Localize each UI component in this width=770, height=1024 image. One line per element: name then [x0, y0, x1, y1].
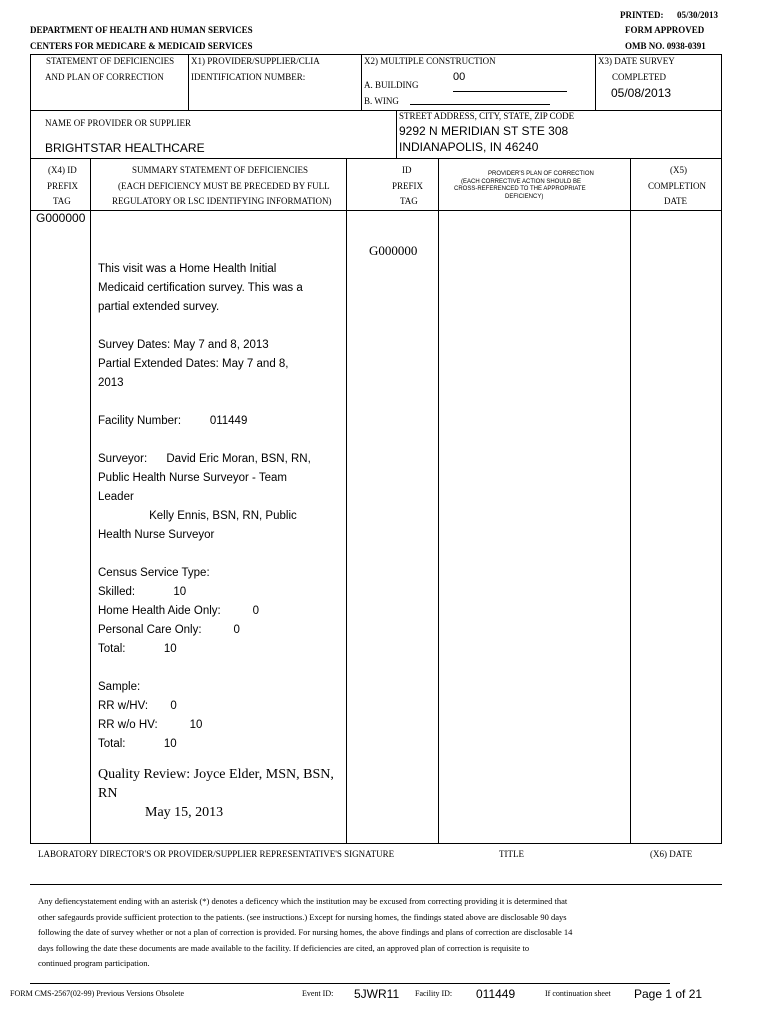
summary-line: Skilled: 10: [98, 586, 187, 598]
summary-line: Survey Dates: May 7 and 8, 2013: [98, 339, 269, 351]
page-number: Page 1 of 21: [634, 987, 703, 1001]
summary-line: [98, 545, 311, 564]
summary-line: Health Nurse Surveyor: [98, 529, 215, 541]
printed-label: PRINTED:: [620, 10, 664, 20]
address-line-2: INDIANAPOLIS, IN 46240: [399, 140, 539, 154]
wing-label: B. WING: [364, 96, 399, 106]
x4-label-1: (X4) ID: [48, 165, 77, 175]
summary-text-block: [98, 260, 311, 754]
facility-id-value: 011449: [476, 987, 516, 1001]
x5-label-1: (X5): [670, 165, 687, 175]
omb-number: OMB NO. 0938-0391: [625, 41, 706, 51]
plan-label-1: PROVIDER'S PLAN OF CORRECTION: [488, 171, 594, 177]
footnote: [38, 894, 572, 972]
continuation-label: If continuation sheet: [545, 989, 611, 998]
statement-label-2: AND PLAN OF CORRECTION: [45, 72, 164, 82]
summary-line: Home Health Aide Only: 0: [98, 605, 260, 617]
address-label: STREET ADDRESS, CITY, STATE, ZIP CODE: [399, 111, 575, 121]
x1-label: X1) PROVIDER/SUPPLIER/CLIA: [191, 56, 320, 66]
quality-review-date: May 15, 2013: [145, 805, 224, 820]
department-title: DEPARTMENT OF HEALTH AND HUMAN SERVICES: [30, 25, 253, 35]
x5-label-2: COMPLETION: [648, 181, 706, 191]
x2-value: 00: [453, 71, 466, 83]
summary-line: Medicaid certification survey. This was a: [98, 282, 303, 294]
footnote-line: following the date of survey whether or not a plan of correction is provided. For nursing homes, the above findings and plans of correction are disclosable 14: [38, 927, 573, 937]
summary-line: Sample:: [98, 681, 141, 693]
summary-line: This visit was a Home Health Initial: [98, 263, 277, 275]
right-prefix-tag: G000000: [369, 243, 418, 258]
summary-line: Census Service Type:: [98, 567, 210, 579]
footnote-line: other safegaurds provide sufficient protection to the patients. (see instructions.) Except for nursing homes, the findings stated above are disclosable 90 days: [38, 911, 567, 922]
summary-line: Kelly Ennis, BSN, RN, Public: [98, 510, 297, 522]
id-label-3: TAG: [400, 196, 418, 206]
footnote-line: continued program participation.: [38, 958, 150, 968]
summary-line: Personal Care Only: 0: [98, 624, 240, 636]
summary-line: partial extended survey.: [98, 301, 220, 313]
centers-title: CENTERS FOR MEDICARE & MEDICAID SERVICES: [30, 41, 253, 51]
id-label-1: ID: [402, 165, 412, 175]
building-label: A. BUILDING: [364, 80, 419, 90]
facility-id-label: Facility ID:: [415, 989, 453, 998]
plan-label-3: CROSS-REFERENCED TO THE APPROPRIATE: [454, 186, 586, 192]
x3-label: X3) DATE SURVEY: [598, 56, 675, 66]
summary-line: RR w/HV: 0: [98, 700, 177, 712]
x4-label-3: TAG: [53, 196, 71, 206]
address-line-1: 9292 N MERIDIAN ST STE 308: [399, 124, 569, 138]
x4-label-2: PREFIX: [47, 181, 79, 191]
quality-review-line-2: RN: [98, 786, 118, 801]
summary-line: 2013: [98, 377, 124, 389]
statement-label-1: STATEMENT OF DEFICIENCIES: [46, 56, 175, 66]
summary-line: Public Health Nurse Surveyor - Team: [98, 472, 287, 484]
summary-line: Total: 10: [98, 643, 177, 655]
summary-line: Leader: [98, 491, 134, 503]
summary-label-3: REGULATORY OR LSC IDENTIFYING INFORMATION): [112, 196, 332, 206]
summary-line: RR w/o HV: 10: [98, 719, 203, 731]
provider-name-label: NAME OF PROVIDER OR SUPPLIER: [45, 118, 192, 128]
summary-line: Total: 10: [98, 738, 177, 750]
survey-date: 05/08/2013: [611, 86, 672, 100]
x5-label-3: DATE: [664, 196, 687, 206]
left-prefix-tag: G000000: [36, 211, 86, 225]
provider-name: BRIGHTSTAR HEALTHCARE: [45, 141, 205, 155]
plan-label-4: DEFICIENCY): [505, 194, 544, 200]
title-label: TITLE: [499, 849, 524, 859]
signature-label: LABORATORY DIRECTOR'S OR PROVIDER/SUPPLIER REPRESENTATIVE'S SIGNATURE: [38, 849, 395, 859]
event-id-label: Event ID:: [302, 989, 334, 998]
summary-line: [98, 431, 311, 450]
form-number: FORM CMS-2567(02-99) Previous Versions Obsolete: [10, 989, 185, 998]
event-id-value: 5JWR11: [354, 987, 400, 1001]
x3-label-2: COMPLETED: [612, 72, 666, 82]
footnote-line: Any defiencystatement ending with an asterisk (*) denotes a deficency which the institution may be excused from correcting providing it is determined that: [38, 896, 568, 906]
footnote-line: days following the date these documents are made available to the facility. If deficiencies are cited, an approved plan of correction is requisite to: [38, 942, 530, 953]
summary-label-1: SUMMARY STATEMENT OF DEFICIENCIES: [132, 165, 309, 175]
plan-label-2: (EACH CORRECTIVE ACTION SHOULD BE: [461, 179, 582, 185]
date-label: (X6) DATE: [650, 849, 693, 859]
id-label-2: PREFIX: [392, 181, 424, 191]
form-approved: FORM APPROVED: [625, 25, 705, 35]
summary-line: Partial Extended Dates: May 7 and 8,: [98, 358, 289, 370]
summary-line: [98, 659, 311, 678]
summary-line: [98, 317, 311, 336]
x2-label: X2) MULTIPLE CONSTRUCTION: [364, 56, 496, 66]
summary-line: Facility Number: 011449: [98, 415, 248, 427]
summary-line: [98, 393, 311, 412]
summary-line: Surveyor: David Eric Moran, BSN, RN,: [98, 453, 311, 465]
quality-review-line-1: Quality Review: Joyce Elder, MSN, BSN,: [98, 767, 334, 782]
x1-label-2: IDENTIFICATION NUMBER:: [191, 72, 306, 82]
printed-date: 05/30/2013: [677, 10, 719, 20]
summary-label-2: (EACH DEFICIENCY MUST BE PRECEDED BY FULL: [118, 181, 330, 191]
